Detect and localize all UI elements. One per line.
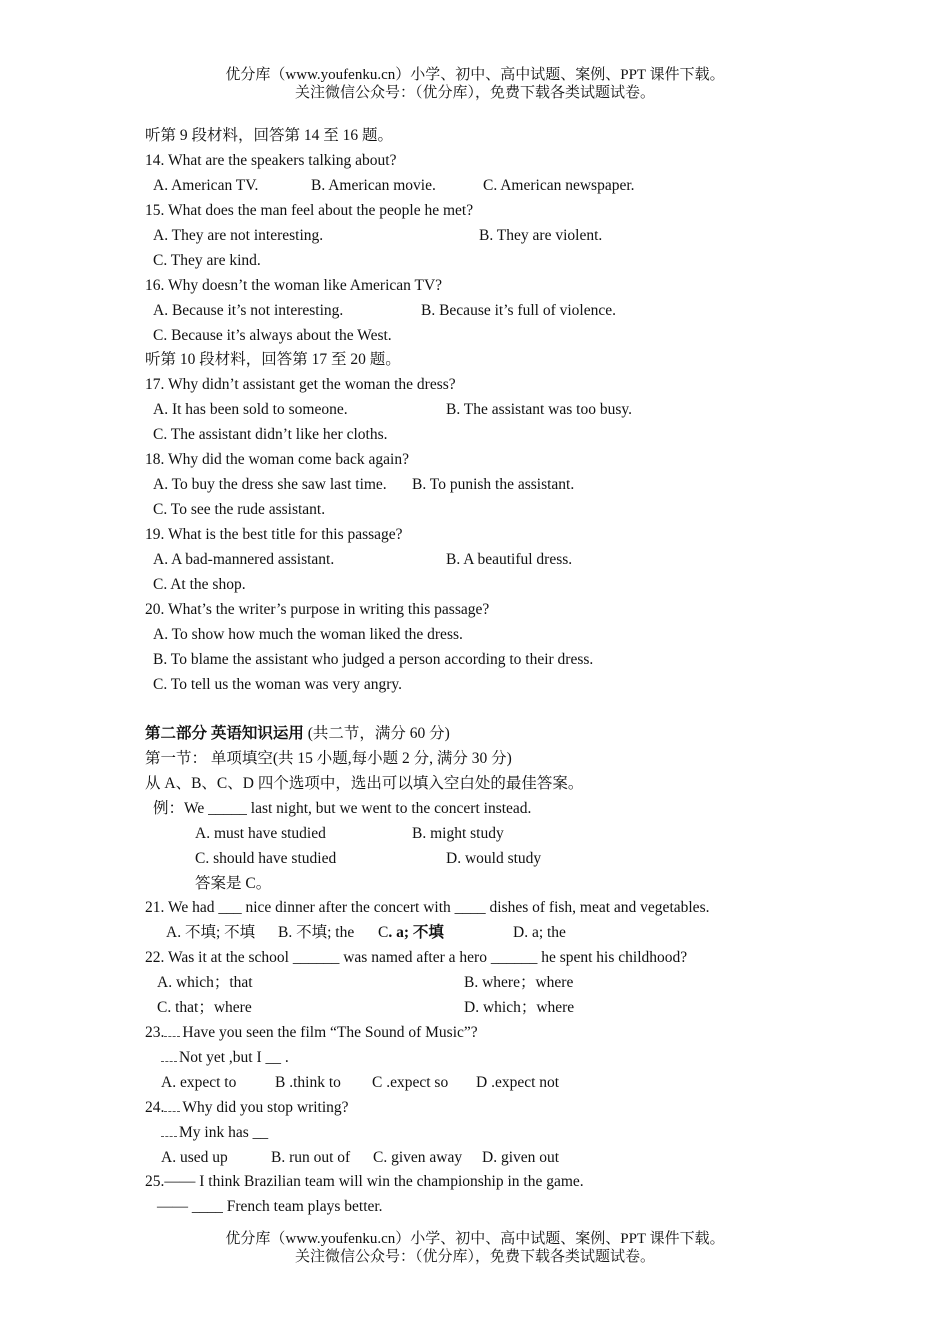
question-14-option-c: C. American newspaper.	[483, 177, 635, 194]
example-option-b: B. might study	[412, 825, 504, 842]
question-19-option-c: C. At the shop.	[153, 576, 246, 593]
question-24-stem	[145, 1098, 349, 1118]
question-24-option-d: D. given out	[482, 1149, 560, 1166]
question-22-option-b: B. where；where	[464, 974, 574, 991]
footer-line-1: 优分库（www.youfenku.cn）小学、初中、高中试题、案例、PPT 课件下载。	[225, 1231, 725, 1247]
question-24-number: 24.	[145, 1099, 165, 1116]
example-stem: 例：We _____ last night, but we went to the concert instead.	[153, 800, 532, 817]
example-option-c: C. should have studied	[195, 850, 337, 867]
dialogue-dash	[161, 1051, 177, 1062]
question-18-option-b: B. To punish the assistant.	[412, 476, 575, 493]
question-15-stem: 15. What does the man feel about the people he met?	[145, 202, 474, 219]
instructions: 从 A、B、C、D 四个选项中，选出可以填入空白处的最佳答案。	[145, 775, 584, 792]
question-23-option-b: B .think to	[275, 1074, 341, 1091]
question-18-stem: 18. Why did the woman come back again?	[145, 451, 409, 468]
question-16-option-b: B. Because it’s full of violence.	[421, 302, 616, 319]
question-16-option-c: C. Because it’s always about the West.	[153, 327, 392, 344]
question-14-option-a: A. American TV.	[153, 177, 259, 194]
question-25-stem: 25.—— I think Brazilian team will win the championship in the game.	[145, 1173, 584, 1190]
dialogue-dash	[161, 1126, 177, 1137]
question-21-stem: 21. We had ___ nice dinner after the concert with ____ dishes of fish, meat and vegetables.	[145, 899, 710, 916]
question-18-option-c: C. To see the rude assistant.	[153, 501, 326, 518]
section-10-heading: 听第 10 段材料，回答第 17 至 20 题。	[145, 351, 401, 368]
question-14-option-b: B. American movie.	[311, 177, 436, 194]
question-21-option-a: A. 不填; 不填	[166, 924, 256, 941]
section-1-title: 第一节： 单项填空(共 15 小题,每小题 2 分, 满分 30 分)	[145, 750, 512, 767]
question-19-stem: 19. What is the best title for this passage?	[145, 526, 403, 543]
question-17-option-b: B. The assistant was too busy.	[446, 401, 632, 418]
question-22-option-a: A. which；that	[157, 974, 253, 991]
question-24-option-c: C. given away	[373, 1149, 463, 1166]
question-16-option-a: A. Because it’s not interesting.	[153, 302, 344, 319]
question-22-option-c: C. that；where	[157, 999, 252, 1016]
question-23-option-a: A. expect to	[161, 1074, 237, 1091]
page-header	[0, 66, 950, 102]
footer-line-2: 关注微信公众号：（优分库），免费下载各类试题试卷。	[294, 1249, 655, 1265]
example-answer: 答案是 C。	[195, 875, 272, 892]
question-24-reply	[161, 1123, 268, 1143]
part-2-title-bold: 第二部分 英语知识运用	[145, 725, 304, 742]
header-line-1: 优分库（www.youfenku.cn）小学、初中、高中试题、案例、PPT 课件下载。	[225, 67, 725, 83]
question-16-stem: 16. Why doesn’t the woman like American TV?	[145, 277, 443, 294]
question-22-stem: 22. Was it at the school ______ was named after a hero ______ he spent his childhood?	[145, 949, 688, 966]
question-23-question: Have you seen the film “The Sound of Music”?	[182, 1024, 478, 1041]
question-23-reply	[161, 1048, 289, 1068]
question-21-option-c-dot: . a; 不填	[388, 924, 444, 941]
question-19-option-a: A. A bad-mannered assistant.	[153, 551, 335, 568]
part-2-title-score: (共二节，满分 60 分)	[303, 725, 450, 742]
question-17-option-a: A. It has been sold to someone.	[153, 401, 348, 418]
question-20-option-b: B. To blame the assistant who judged a person according to their dress.	[153, 651, 594, 668]
question-15-option-c: C. They are kind.	[153, 252, 261, 269]
question-21-option-c-letter: C	[378, 924, 389, 941]
question-22-option-d: D. which；where	[464, 999, 575, 1016]
question-24-option-b: B. run out of	[271, 1149, 351, 1166]
question-17-option-c: C. The assistant didn’t like her cloths.	[153, 426, 388, 443]
dialogue-dash	[164, 1026, 180, 1037]
question-20-option-c: C. To tell us the woman was very angry.	[153, 676, 403, 693]
dialogue-dash	[164, 1101, 180, 1112]
page-footer	[0, 1230, 950, 1266]
question-20-option-a: A. To show how much the woman liked the dress.	[153, 626, 463, 643]
header-line-2: 关注微信公众号：（优分库），免费下载各类试题试卷。	[294, 85, 655, 101]
question-24-option-a: A. used up	[161, 1149, 228, 1166]
question-20-stem: 20. What’s the writer’s purpose in writing this passage?	[145, 601, 490, 618]
question-23-number: 23.	[145, 1024, 165, 1041]
question-23-option-d: D .expect not	[476, 1074, 560, 1091]
part-2-title	[145, 724, 450, 744]
section-9-heading: 听第 9 段材料，回答第 14 至 16 题。	[145, 127, 394, 144]
question-24-question: Why did you stop writing?	[182, 1099, 349, 1116]
question-17-stem: 17. Why didn’t assistant get the woman the dress?	[145, 376, 456, 393]
question-21-option-d: D. a; the	[513, 924, 566, 941]
question-15-option-b: B. They are violent.	[479, 227, 603, 244]
question-23-option-c: C .expect so	[372, 1074, 449, 1091]
question-21-option-c	[378, 923, 444, 943]
question-18-option-a: A. To buy the dress she saw last time.	[153, 476, 387, 493]
question-19-option-b: B. A beautiful dress.	[446, 551, 573, 568]
example-option-d: D. would study	[446, 850, 542, 867]
question-24-reply-text: My ink has __	[179, 1124, 269, 1141]
question-21-option-b: B. 不填; the	[278, 924, 355, 941]
question-14-stem: 14. What are the speakers talking about?	[145, 152, 397, 169]
question-23-reply-text: Not yet ,but I __ .	[179, 1049, 289, 1066]
example-option-a: A. must have studied	[195, 825, 326, 842]
question-15-option-a: A. They are not interesting.	[153, 227, 324, 244]
question-25-reply: —— ____ French team plays better.	[157, 1198, 383, 1215]
question-23-stem	[145, 1023, 478, 1043]
